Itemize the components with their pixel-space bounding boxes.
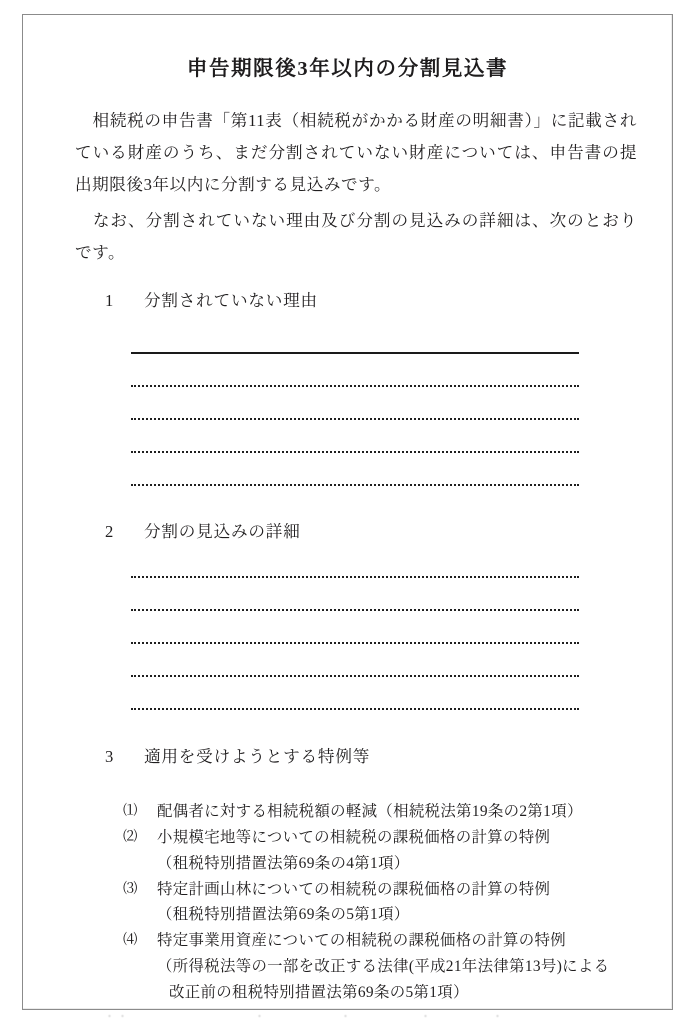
answer-lines-section-2[interactable] (131, 576, 579, 710)
section-number: 1 (105, 291, 115, 310)
paragraph-text: 相続税の申告書「第11表（相続税がかかる財産の明細書）」に記載されている財産のうち、まだ分割されていない財産については、申告書の提出期限後3年以内に分割する見込みです。 (75, 111, 637, 194)
answer-lines-section-1[interactable] (131, 352, 579, 486)
list-item-marker: ⑶ (123, 880, 138, 897)
rule-spacer (131, 611, 579, 642)
section-label: 分割されていない理由 (144, 291, 318, 310)
list-item-marker: ⑵ (123, 829, 138, 846)
section-number: 3 (105, 747, 115, 766)
list-item-first-line (123, 877, 653, 903)
list-item[interactable] (123, 825, 653, 876)
list-item-citation: （租税特別措置法第69条の5第1項） (157, 906, 410, 924)
list-item-label: 配偶者に対する相続税額の軽減（相続税法第19条の2第1項） (157, 803, 583, 820)
rule-spacer (131, 354, 579, 385)
rule-spacer (131, 387, 579, 418)
list-item-first-line (123, 825, 653, 851)
list-item-marker: ⑴ (123, 803, 138, 819)
list-item-marker: ⑷ (123, 932, 138, 949)
list-item-first-line (123, 928, 653, 954)
page-title: 申告期限後3年以内の分割見込書 (186, 58, 509, 80)
intro-paragraph-1 (75, 105, 637, 201)
rule-spacer (131, 578, 579, 609)
section-heading-3 (105, 743, 370, 767)
section-label: 分割の見込みの詳細 (144, 522, 301, 541)
list-item-label: 小規模宅地等についての相続税の課税価格の計算の特例 (157, 829, 551, 847)
rule-spacer (131, 420, 579, 451)
list-item-citation-continued: 改正前の租税特別措置法第69条の5第1項） (169, 983, 469, 1001)
list-item-citation: （租税特別措置法第69条の4第1項） (157, 854, 410, 872)
list-item[interactable] (123, 928, 653, 1005)
section-label: 適用を受けようとする特例等 (144, 747, 371, 766)
list-item-citation: （所得税法等の一部を改正する法律(平成21年法律第13号)による (157, 958, 610, 976)
intro-paragraph-2 (75, 205, 637, 269)
document-page (22, 14, 673, 1010)
list-item[interactable] (123, 877, 653, 928)
special-provisions-list (123, 799, 653, 1006)
rule-spacer (131, 453, 579, 484)
clipped-glyph: ・・ (104, 1011, 130, 1023)
paragraph-text: なお、分割されていない理由及び分割の見込みの詳細は、次のとおりです。 (75, 211, 637, 262)
clipped-glyph: ・ (420, 1011, 433, 1023)
section-heading-2 (105, 518, 301, 542)
clipped-footer-text (22, 1011, 673, 1024)
list-item-label: 特定事業用資産についての相続税の課税価格の計算の特例 (157, 932, 566, 950)
clipped-glyph: ・ (254, 1011, 267, 1023)
list-item-label: 特定計画山林についての相続税の課税価格の計算の特例 (157, 880, 551, 898)
rule-spacer (131, 677, 579, 708)
clipped-glyph: ・ (492, 1011, 505, 1023)
section-number: 2 (105, 522, 115, 541)
rule-line-dotted[interactable] (131, 708, 579, 710)
section-heading-1 (105, 287, 318, 311)
list-item-first-line (123, 799, 653, 825)
clipped-glyph: ・ (340, 1011, 353, 1023)
list-item[interactable] (123, 799, 653, 825)
rule-line-dotted[interactable] (131, 484, 579, 486)
rule-spacer (131, 644, 579, 675)
